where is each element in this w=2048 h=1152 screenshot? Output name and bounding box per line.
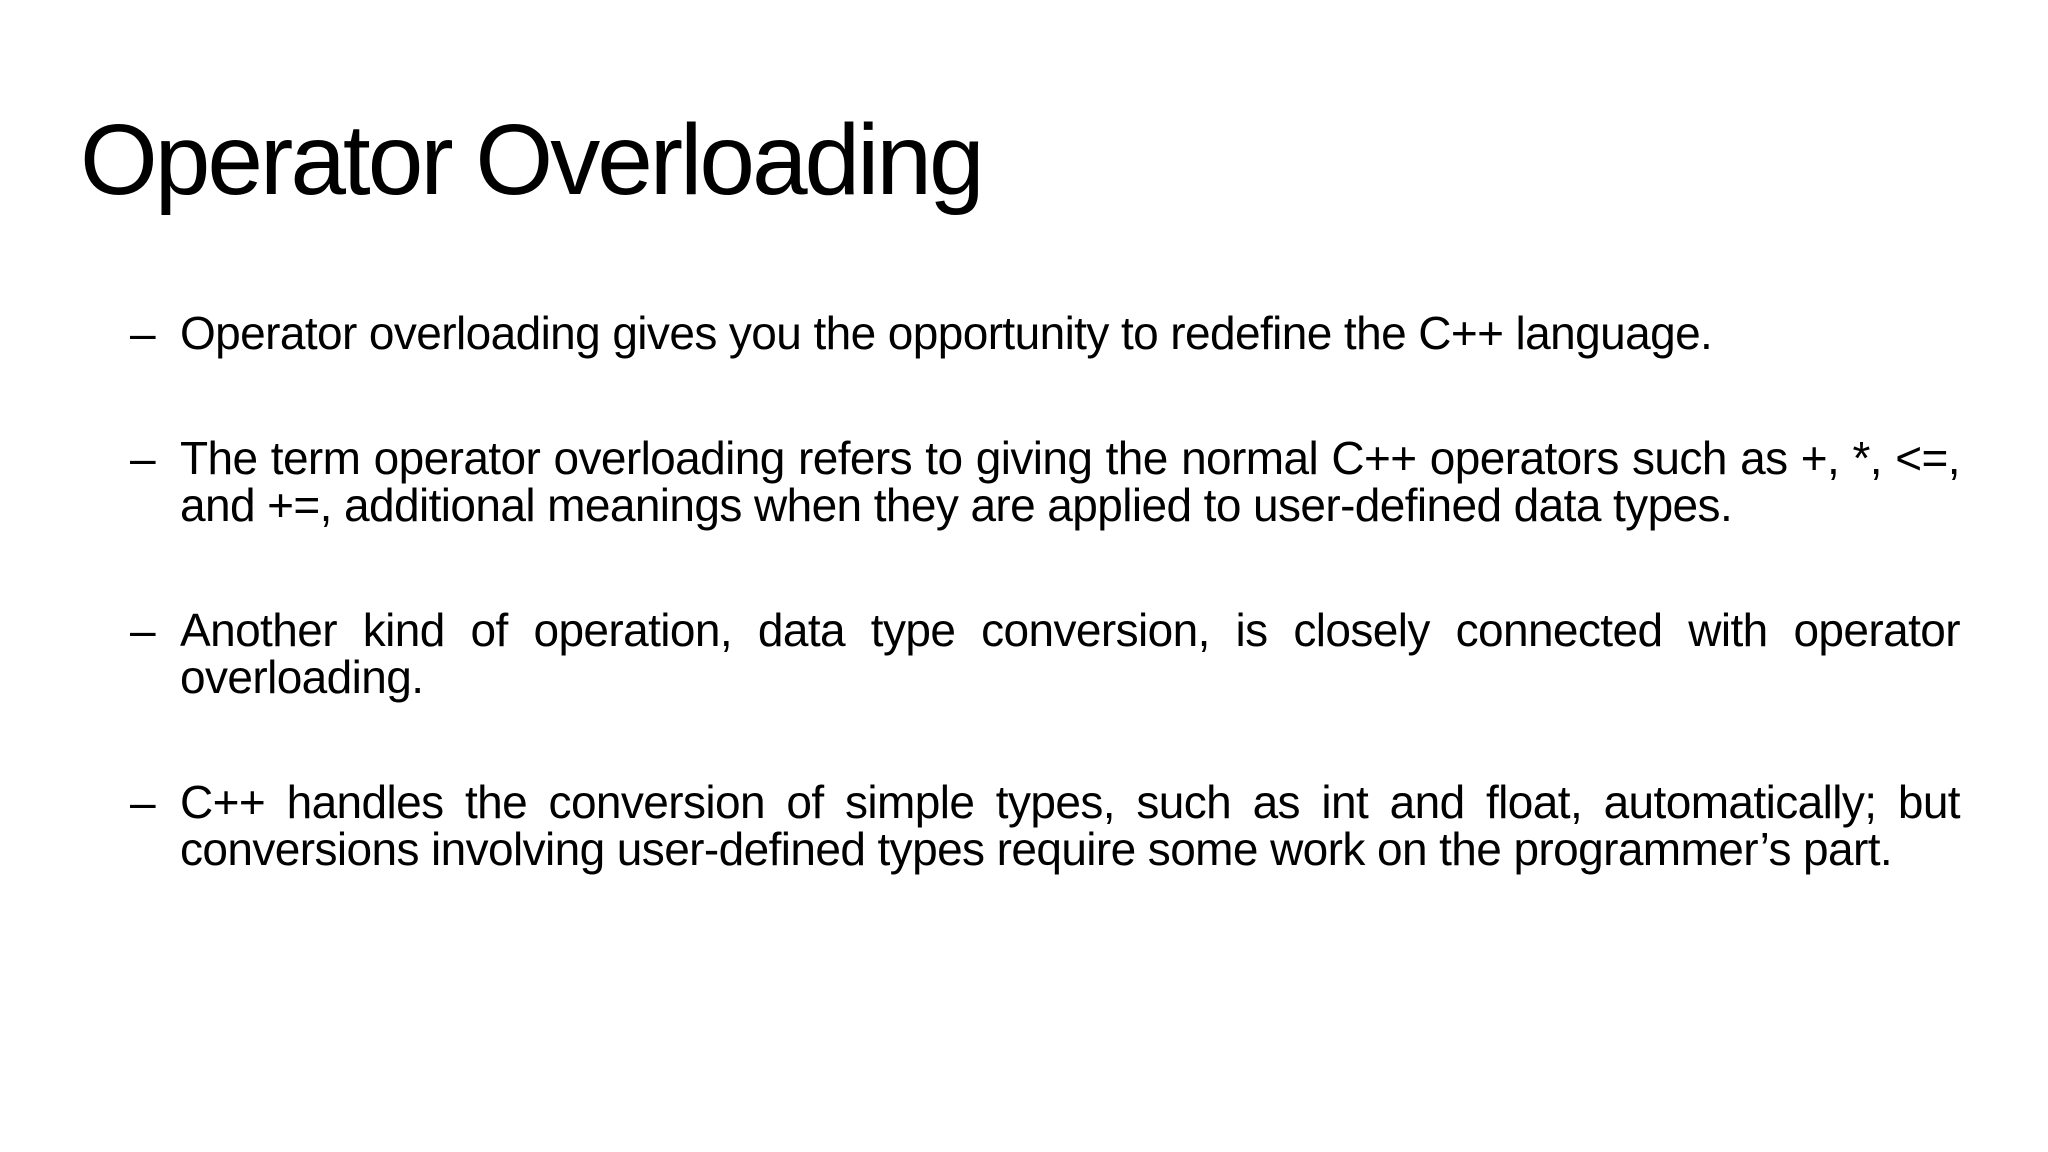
bullet-text: Another kind of operation, data type conversion, is closely connected with operator overloading. — [180, 604, 1960, 703]
bullet-list — [130, 307, 1960, 875]
slide-title: Operator Overloading — [80, 104, 982, 216]
bullet-dash: – — [130, 432, 156, 484]
bullet-dash: – — [130, 776, 156, 828]
bullet-text: Operator overloading gives you the opportunity to redefine the C++ language. — [180, 307, 1713, 359]
bullet-item — [130, 776, 1960, 875]
bullet-text: C++ handles the conversion of simple types, such as int and float, automatically; but conversions involving user-defined types require some work on the programmer’s part. — [180, 776, 1960, 875]
bullet-dash: – — [130, 307, 156, 359]
bullet-item — [130, 604, 1960, 703]
bullet-item — [130, 432, 1960, 531]
bullet-text: The term operator overloading refers to giving the normal C++ operators such as +, *, <=, and +=, additional meanings when they are applied to user-defined data types. — [180, 432, 1960, 531]
bullet-dash: – — [130, 604, 156, 656]
bullet-item — [130, 307, 1960, 359]
